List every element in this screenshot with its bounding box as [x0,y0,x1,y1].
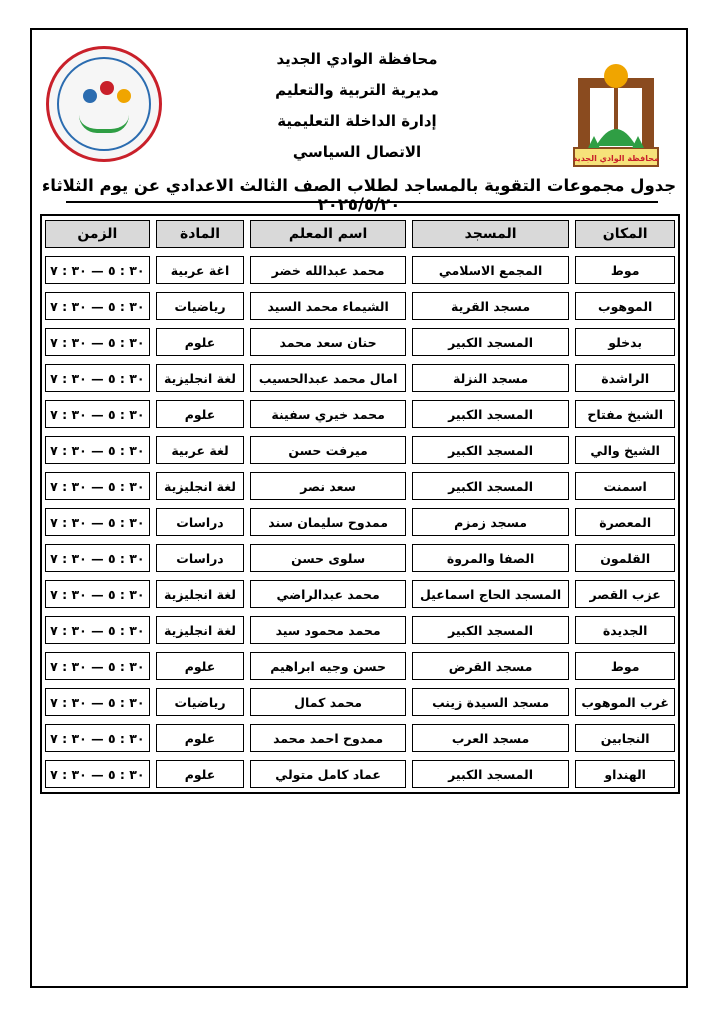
cell-time: ٣٠ : ٥ — ٣٠ : ٧ [45,508,150,536]
cell-mosque: المسجد الكبير [412,472,569,500]
cell-teacher: حنان سعد محمد [250,328,405,356]
cell-place: موط [575,652,675,680]
cell-subject: دراسات [156,544,245,572]
cell-subject: رياضيات [156,688,245,716]
column-header-time: الزمن [45,220,150,248]
table-row [42,324,678,360]
cell-place: الهنداو [575,760,675,788]
cell-place: النجابين [575,724,675,752]
cell-subject: علوم [156,760,245,788]
cell-subject: لغة انجليزية [156,472,245,500]
cell-subject: لغة عربية [156,436,245,464]
cell-mosque: المسجد الكبير [412,400,569,428]
cell-time: ٣٠ : ٥ — ٣٠ : ٧ [45,652,150,680]
cell-time: ٣٠ : ٥ — ٣٠ : ٧ [45,760,150,788]
schedule-table [40,214,680,794]
cell-time: ٣٠ : ٥ — ٣٠ : ٧ [45,292,150,320]
cell-mosque: المسجد الكبير [412,760,569,788]
cell-time: ٣٠ : ٥ — ٣٠ : ٧ [45,580,150,608]
cell-subject: لغة انجليزية [156,580,245,608]
cell-teacher: محمد عبدالراضي [250,580,405,608]
cell-teacher: سعد نصر [250,472,405,500]
cell-place: غرب الموهوب [575,688,675,716]
cell-subject: اغة عربية [156,256,245,284]
page-frame [30,28,688,988]
cell-mosque: مسجد القرض [412,652,569,680]
cell-teacher: ممدوح احمد محمد [250,724,405,752]
cell-time: ٣٠ : ٥ — ٣٠ : ٧ [45,436,150,464]
table-row [42,720,678,756]
cell-mosque: الصفا والمروة [412,544,569,572]
table-row [42,360,678,396]
cell-subject: علوم [156,652,245,680]
cell-place: الموهوب [575,292,675,320]
table-row [42,648,678,684]
table-row [42,252,678,288]
cell-time: ٣٠ : ٥ — ٣٠ : ٧ [45,256,150,284]
governorate-line: محافظة الوادي الجديد [276,50,438,68]
cell-place: الشيخ مفتاح [575,400,675,428]
cell-mosque: مسجد زمزم [412,508,569,536]
cell-time: ٣٠ : ٥ — ٣٠ : ٧ [45,328,150,356]
cell-subject: دراسات [156,508,245,536]
administration-line: إدارة الداخلة التعليمية [277,112,437,130]
table-row [42,576,678,612]
table-row [42,504,678,540]
cell-mosque: المسجد الكبير [412,616,569,644]
education-logo-icon [46,46,162,162]
column-header-subject: المادة [156,220,245,248]
cell-teacher: حسن وجيه ابراهيم [250,652,405,680]
cell-mosque: المسجد الكبير [412,328,569,356]
cell-teacher: امال محمد عبدالحسيب [250,364,405,392]
cell-time: ٣٠ : ٥ — ٣٠ : ٧ [45,400,150,428]
cell-time: ٣٠ : ٥ — ٣٠ : ٧ [45,544,150,572]
cell-mosque: مسجد القرية [412,292,569,320]
cell-subject: علوم [156,400,245,428]
table-row [42,612,678,648]
cell-place: اسمنت [575,472,675,500]
cell-teacher: محمد كمال [250,688,405,716]
cell-subject: لغة انجليزية [156,364,245,392]
cell-time: ٣٠ : ٥ — ٣٠ : ٧ [45,616,150,644]
title-underline [66,201,658,203]
cell-subject: علوم [156,328,245,356]
svg-text:محافظة الوادي الجديد: محافظة الوادي الجديد [573,154,659,163]
directorate-line: مديرية التربية والتعليم [275,81,439,99]
cell-teacher: ميرفت حسن [250,436,405,464]
cell-place: عزب القصر [575,580,675,608]
cell-place: موط [575,256,675,284]
cell-place: الجديدة [575,616,675,644]
table-row [42,684,678,720]
cell-mosque: مسجد العرب [412,724,569,752]
department-line: الاتصال السياسي [292,143,422,161]
column-header-place: المكان [575,220,675,248]
cell-mosque: المجمع الاسلامي [412,256,569,284]
cell-time: ٣٠ : ٥ — ٣٠ : ٧ [45,364,150,392]
table-row [42,432,678,468]
cell-subject: علوم [156,724,245,752]
cell-place: بدخلو [575,328,675,356]
cell-teacher: ممدوح سليمان سند [250,508,405,536]
header-lines [232,44,482,168]
table-row [42,756,678,792]
cell-time: ٣٠ : ٥ — ٣٠ : ٧ [45,688,150,716]
table-row [42,468,678,504]
table-body [42,252,678,792]
cell-teacher: سلوى حسن [250,544,405,572]
cell-time: ٣٠ : ٥ — ٣٠ : ٧ [45,724,150,752]
table-row [42,540,678,576]
cell-mosque: المسجد الحاج اسماعيل [412,580,569,608]
governorate-emblem-icon [568,52,664,170]
cell-time: ٣٠ : ٥ — ٣٠ : ٧ [45,472,150,500]
cell-teacher: محمد عبدالله خضر [250,256,405,284]
document-title: جدول مجموعات التقوية بالمساجد لطلاب الصف الثالث الاعدادي عن يوم الثلاثاء ٢٠٢٥/٥/٢٠ [41,176,677,214]
table-header-row [42,216,678,252]
column-header-mosque: المسجد [412,220,569,248]
cell-teacher: الشيماء محمد السيد [250,292,405,320]
cell-subject: رياضيات [156,292,245,320]
cell-mosque: مسجد السيدة زينب [412,688,569,716]
cell-place: القلمون [575,544,675,572]
document-header [32,30,686,214]
column-header-teacher: اسم المعلم [250,220,405,248]
cell-teacher: عماد كامل متولي [250,760,405,788]
cell-mosque: مسجد النزلة [412,364,569,392]
cell-place: المعصرة [575,508,675,536]
cell-place: الراشدة [575,364,675,392]
table-row [42,396,678,432]
cell-subject: لغة انجليزية [156,616,245,644]
table-row [42,288,678,324]
cell-mosque: المسجد الكبير [412,436,569,464]
cell-place: الشيخ والي [575,436,675,464]
cell-teacher: محمد خيري سفينة [250,400,405,428]
cell-teacher: محمد محمود سيد [250,616,405,644]
